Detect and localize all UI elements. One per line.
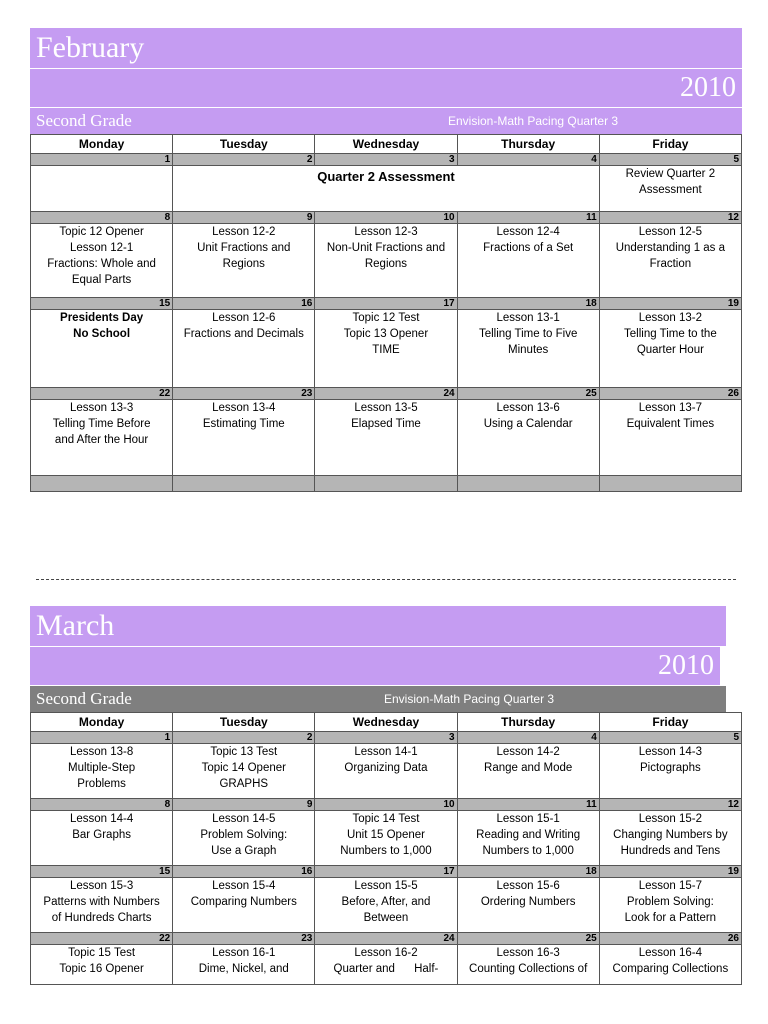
lesson-line: Organizing Data (344, 762, 428, 774)
lesson-line: Lesson 15-6 (496, 880, 560, 892)
date-row (31, 212, 742, 224)
lesson-line: Understanding 1 as a (615, 242, 726, 254)
lesson-line: Regions (222, 258, 265, 270)
lesson-line: Lesson 14-4 (69, 813, 134, 825)
lesson-line: Fraction (649, 258, 692, 270)
lesson-line: Lesson 13-3 (69, 402, 134, 414)
date-number: 15 (31, 866, 173, 878)
lesson-line: Comparing Collections (612, 963, 729, 975)
day-cell (173, 310, 315, 388)
date-number: 4 (457, 732, 599, 744)
day-cell (31, 878, 173, 933)
date-number: 10 (315, 212, 457, 224)
day-cell (457, 400, 599, 476)
lesson-line: Problem Solving: (200, 829, 288, 841)
date-number: 18 (457, 298, 599, 310)
date-number (31, 476, 173, 492)
lesson-line: Dime, Nickel, and (198, 963, 289, 975)
date-number: 1 (31, 732, 173, 744)
date-number: 11 (457, 212, 599, 224)
lesson-line: Lesson 12-6 (212, 312, 276, 324)
weekday-header: Monday (31, 713, 173, 732)
merged-assessment-cell (173, 166, 600, 212)
year-label: 2010 (30, 69, 742, 108)
lesson-line: Lesson 13-2 (638, 312, 703, 324)
lesson-line: Equivalent Times (626, 418, 715, 430)
lesson-line: Look for a Pattern (624, 912, 717, 924)
day-cell (173, 945, 315, 985)
lesson-line: Patterns with Numbers (43, 896, 160, 908)
february-calendar (30, 28, 742, 492)
lesson-line: Pictographs (640, 762, 701, 774)
grade-label: Second Grade (36, 111, 132, 130)
day-cell (31, 811, 173, 866)
date-number: 8 (31, 212, 173, 224)
lesson-line: Topic 13 Test (210, 746, 278, 758)
weekday-header-row (31, 713, 742, 732)
weekday-header: Thursday (457, 713, 599, 732)
date-row (31, 154, 742, 166)
grade-bar (30, 108, 742, 134)
date-number: 5 (599, 154, 741, 166)
lesson-line: Numbers to 1,000 (482, 845, 574, 857)
lesson-line: Lesson 13-5 (354, 402, 418, 414)
lesson-line: Fractions and Decimals (183, 328, 304, 340)
lesson-line: Lesson 12-2 (212, 226, 276, 238)
lesson-line: Lesson 15-5 (354, 880, 418, 892)
lesson-line: Review Quarter 2 (625, 168, 716, 180)
weekday-header: Tuesday (173, 135, 315, 154)
lesson-line: Assessment (639, 184, 702, 196)
holiday-line: No School (73, 328, 131, 340)
date-row (31, 476, 742, 492)
lesson-line: Lesson 16-1 (212, 947, 276, 959)
date-number: 12 (599, 212, 741, 224)
day-cell (457, 811, 599, 866)
day-cell (599, 400, 741, 476)
day-cell (315, 878, 457, 933)
date-number: 16 (173, 298, 315, 310)
month-title: March (30, 606, 726, 647)
day-cell (315, 945, 457, 985)
day-cell (315, 310, 457, 388)
week-row (31, 811, 742, 866)
weekday-header: Friday (599, 713, 741, 732)
lesson-line: Quarter and Half- (333, 963, 439, 975)
year-label: 2010 (30, 647, 720, 686)
week-row (31, 166, 742, 212)
day-cell (315, 744, 457, 799)
lesson-line: Use a Graph (211, 845, 277, 857)
date-number: 19 (599, 866, 741, 878)
lesson-line: Unit 15 Opener (346, 829, 425, 841)
day-cell (599, 744, 741, 799)
lesson-line: Telling Time Before (52, 418, 151, 430)
day-cell (173, 400, 315, 476)
day-cell (599, 224, 741, 298)
date-number: 24 (315, 933, 457, 945)
lesson-line: Topic 14 Opener (201, 762, 286, 774)
lesson-line: Topic 14 Test (352, 813, 420, 825)
lesson-line: Topic 13 Opener (343, 328, 429, 340)
day-cell (315, 400, 457, 476)
lesson-line: Before, After, and (341, 896, 431, 908)
date-number: 3 (315, 732, 457, 744)
lesson-line: Lesson 14-2 (496, 746, 560, 758)
date-number (315, 476, 457, 492)
date-number: 23 (173, 933, 315, 945)
pacing-label: Envision-Math Pacing Quarter 3 (448, 114, 619, 128)
grade-label: Second Grade (36, 689, 132, 708)
lesson-line: Lesson 12-4 (496, 226, 560, 238)
date-number: 26 (599, 388, 741, 400)
grade-bar (30, 686, 726, 712)
day-cell (31, 945, 173, 985)
day-cell (173, 744, 315, 799)
lesson-line: and After the Hour (54, 434, 149, 446)
lesson-line: Lesson 15-2 (638, 813, 703, 825)
day-cell (173, 224, 315, 298)
weekday-header: Tuesday (173, 713, 315, 732)
weekday-header-row (31, 135, 742, 154)
lesson-line: Lesson 14-3 (638, 746, 703, 758)
date-number: 3 (315, 154, 457, 166)
lesson-line: Equal Parts (71, 274, 132, 286)
date-number: 4 (457, 154, 599, 166)
day-cell (599, 310, 741, 388)
date-number: 2 (173, 154, 315, 166)
date-row (31, 732, 742, 744)
month-title: February (30, 28, 742, 69)
lesson-line: Problems (77, 778, 126, 790)
lesson-line: Lesson 13-4 (212, 402, 276, 414)
date-number: 25 (457, 933, 599, 945)
lesson-line: Topic 15 Test (68, 947, 136, 959)
week-row (31, 744, 742, 799)
date-row (31, 933, 742, 945)
lesson-line: Lesson 16-2 (354, 947, 418, 959)
lesson-line: Changing Numbers by (613, 829, 728, 841)
lesson-line: Ordering Numbers (480, 896, 576, 908)
date-number (599, 476, 741, 492)
date-number: 25 (457, 388, 599, 400)
lesson-line: Hundreds and Tens (620, 845, 721, 857)
date-number: 22 (31, 933, 173, 945)
march-grid (30, 712, 742, 985)
assessment-label: Quarter 2 Assessment (317, 169, 455, 184)
date-number: 23 (173, 388, 315, 400)
lesson-line: Non-Unit Fractions and (326, 242, 446, 254)
lesson-line: Comparing Numbers (190, 896, 297, 908)
date-number: 17 (315, 298, 457, 310)
lesson-line: Elapsed Time (351, 418, 421, 430)
day-cell (599, 878, 741, 933)
lesson-line: Lesson 14-5 (212, 813, 276, 825)
lesson-line: Multiple-Step (68, 762, 136, 774)
lesson-line: Fractions: Whole and (47, 258, 156, 270)
lesson-line: Lesson 15-3 (69, 880, 134, 892)
lesson-line: Lesson 16-3 (496, 947, 560, 959)
lesson-line: Telling Time to the (624, 328, 717, 340)
lesson-line: Topic 12 Test (352, 312, 420, 324)
lesson-line: Unit Fractions and (197, 242, 291, 254)
date-number: 15 (31, 298, 173, 310)
date-number: 12 (599, 799, 741, 811)
day-cell (599, 945, 741, 985)
lesson-line: Numbers to 1,000 (340, 845, 432, 857)
week-row (31, 400, 742, 476)
lesson-line: TIME (372, 344, 400, 356)
week-row (31, 878, 742, 933)
lesson-line: Lesson 14-1 (354, 746, 418, 758)
date-number: 8 (31, 799, 173, 811)
day-cell (31, 166, 173, 212)
lesson-line: Minutes (508, 344, 549, 356)
lesson-line: Reading and Writing (476, 829, 581, 841)
day-cell (457, 310, 599, 388)
date-number: 18 (457, 866, 599, 878)
lesson-line: of Hundreds Charts (51, 912, 152, 924)
date-number: 5 (599, 732, 741, 744)
lesson-line: Between (363, 912, 409, 924)
weekday-header: Thursday (457, 135, 599, 154)
date-number (457, 476, 599, 492)
lesson-line: Estimating Time (202, 418, 285, 430)
lesson-line: Counting Collections of (469, 963, 588, 975)
lesson-line: Regions (364, 258, 408, 270)
day-cell (315, 224, 457, 298)
date-number (173, 476, 315, 492)
lesson-line: Lesson 12-3 (354, 226, 418, 238)
lesson-line: Telling Time to Five (478, 328, 578, 340)
date-number: 9 (173, 212, 315, 224)
date-number: 9 (173, 799, 315, 811)
date-number: 16 (173, 866, 315, 878)
lesson-line: Range and Mode (484, 762, 573, 774)
pacing-label: Envision-Math Pacing Quarter 3 (384, 692, 555, 706)
day-cell (31, 310, 173, 388)
date-row (31, 298, 742, 310)
lesson-line: Lesson 12-1 (69, 242, 134, 254)
lesson-line: Lesson 15-7 (638, 880, 703, 892)
lesson-line: Using a Calendar (483, 418, 573, 430)
lesson-line: Lesson 16-4 (638, 947, 703, 959)
date-number: 26 (599, 933, 741, 945)
lesson-line: Fractions of a Set (483, 242, 574, 254)
date-number: 2 (173, 732, 315, 744)
day-cell (173, 811, 315, 866)
week-row (31, 224, 742, 298)
lesson-line: Lesson 15-4 (212, 880, 276, 892)
day-cell (457, 945, 599, 985)
holiday-line: Presidents Day (60, 312, 144, 324)
lesson-line: Quarter Hour (636, 344, 704, 356)
lesson-line: Lesson 13-1 (496, 312, 560, 324)
february-grid (30, 134, 742, 492)
day-cell (599, 166, 741, 212)
date-number: 17 (315, 866, 457, 878)
march-calendar (30, 606, 742, 985)
lesson-line: Lesson 12-5 (638, 226, 703, 238)
day-cell (31, 224, 173, 298)
day-cell (31, 744, 173, 799)
date-number: 10 (315, 799, 457, 811)
lesson-line: Topic 16 Opener (59, 963, 144, 975)
date-number: 11 (457, 799, 599, 811)
day-cell (457, 744, 599, 799)
lesson-line: Lesson 13-8 (69, 746, 134, 758)
date-number: 19 (599, 298, 741, 310)
lesson-line: GRAPHS (219, 778, 269, 790)
weekday-header: Wednesday (315, 713, 457, 732)
date-row (31, 866, 742, 878)
date-row (31, 388, 742, 400)
day-cell (315, 811, 457, 866)
date-row (31, 799, 742, 811)
weekday-header: Friday (599, 135, 741, 154)
lesson-line: Problem Solving: (626, 896, 714, 908)
date-number: 24 (315, 388, 457, 400)
lesson-line: Lesson 13-6 (496, 402, 560, 414)
day-cell (457, 878, 599, 933)
date-number: 22 (31, 388, 173, 400)
day-cell (599, 811, 741, 866)
day-cell (457, 224, 599, 298)
day-cell (31, 400, 173, 476)
page-separator (36, 579, 736, 580)
date-number: 1 (31, 154, 173, 166)
weekday-header: Wednesday (315, 135, 457, 154)
lesson-line: Lesson 13-7 (638, 402, 703, 414)
lesson-line: Topic 12 Opener (59, 226, 144, 238)
lesson-line: Lesson 15-1 (496, 813, 560, 825)
day-cell (173, 878, 315, 933)
lesson-line: Bar Graphs (72, 829, 131, 841)
week-row (31, 310, 742, 388)
weekday-header: Monday (31, 135, 173, 154)
week-row (31, 945, 742, 985)
